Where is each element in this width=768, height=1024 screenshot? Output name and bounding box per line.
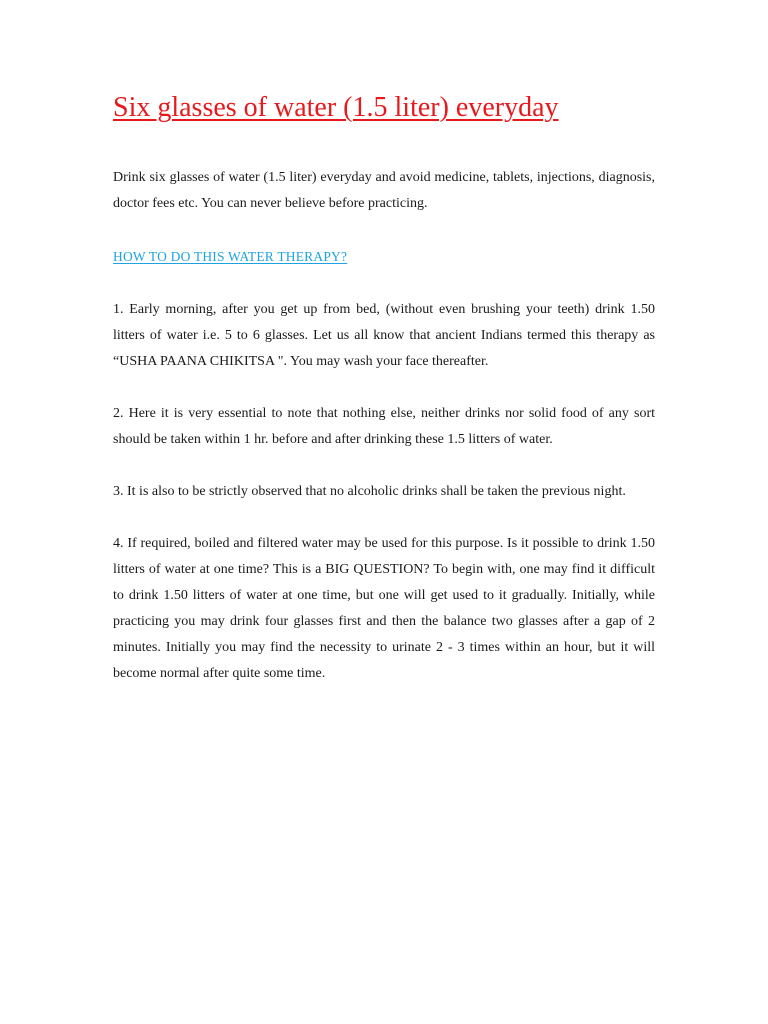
step-3-paragraph: 3. It is also to be strictly observed that no alcoholic drinks shall be taken the previous night.: [113, 484, 626, 499]
water-therapy-subheading: HOW TO DO THIS WATER THERAPY?: [113, 249, 348, 264]
document-page: [113, 88, 655, 687]
step-4-paragraph: 4. If required, boiled and filtered water may be used for this purpose. Is it possible to drink 1.50 litters of water at one time? This is a BIG QUESTION? To begin with, one may find it difficult to drink 1.50 litters of water at one time, but one will get used to it gradually. Initially, while practicing you may drink four glasses first and then the balance two glasses after a gap of 2 minutes. Initially you may find the necessity to urinate 2 - 3 times within an hour, but it will become normal after quite some time.: [113, 536, 655, 681]
intro-paragraph: Drink six glasses of water (1.5 liter) everyday and avoid medicine, tablets, injections, diagnosis, doctor fees etc. You can never believe before practicing.: [113, 170, 655, 211]
document-title: Six glasses of water (1.5 liter) everyday: [113, 92, 559, 123]
step-2-paragraph: 2. Here it is very essential to note that nothing else, neither drinks nor solid food of any sort should be taken within 1 hr. before and after drinking these 1.5 litters of water.: [113, 406, 655, 447]
step-1-paragraph: 1. Early morning, after you get up from bed, (without even brushing your teeth) drink 1.50 litters of water i.e. 5 to 6 glasses. Let us all know that ancient Indians termed this therapy as “USHA PAANA CHIKITSA ". You may wash your face thereafter.: [113, 302, 655, 369]
